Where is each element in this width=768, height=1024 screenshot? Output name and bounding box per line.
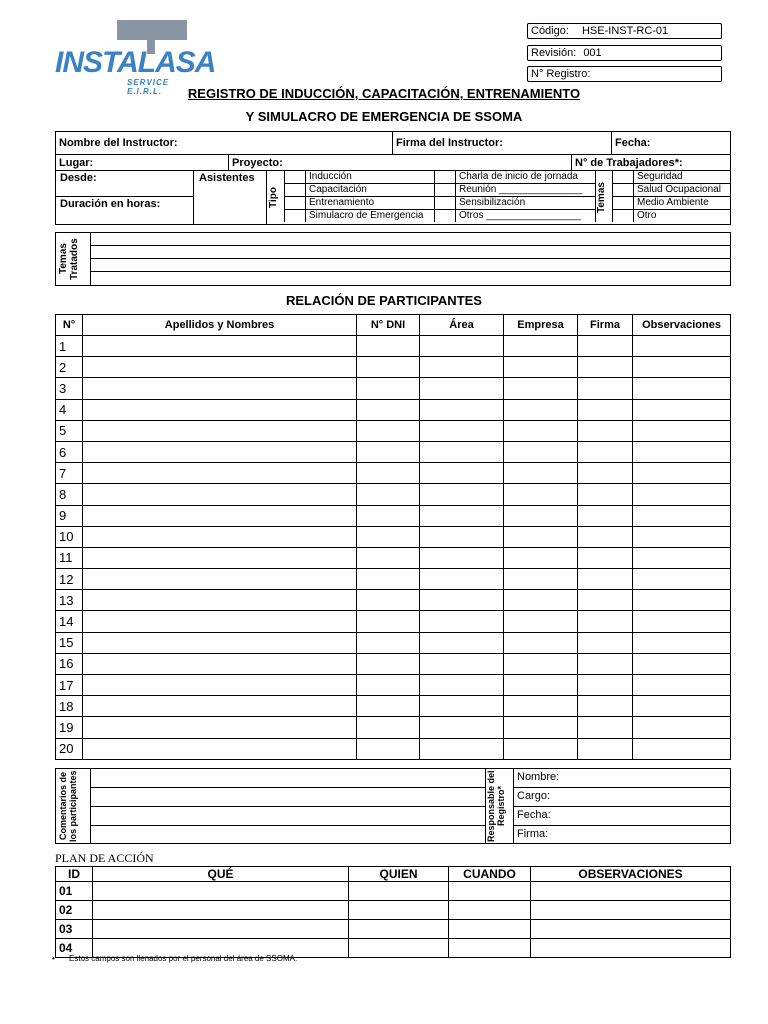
- table-cell: [504, 632, 578, 653]
- col-observaciones: Observaciones: [633, 315, 731, 336]
- firma-instructor-label: Firma del Instructor:: [393, 132, 612, 155]
- table-cell: [449, 939, 531, 958]
- table-cell: [531, 882, 731, 901]
- table-cell: [578, 632, 633, 653]
- table-cell: [83, 611, 357, 632]
- table-cell: [93, 920, 349, 939]
- table-cell: [349, 920, 449, 939]
- row-number: 8: [56, 484, 83, 505]
- table-row: [56, 484, 731, 505]
- resp-nombre: Nombre:: [517, 771, 560, 783]
- row-number: 19: [56, 717, 83, 738]
- revision-value: 001: [583, 47, 602, 59]
- table-cell: [633, 336, 731, 357]
- table-row: [56, 569, 731, 590]
- revision-box: [527, 45, 722, 61]
- row-number: 3: [56, 378, 83, 399]
- table-cell: [578, 420, 633, 441]
- table-cell: [357, 653, 420, 674]
- table-row: [56, 526, 731, 547]
- line: [513, 787, 730, 788]
- tipo-capacitacion: Capacitación: [306, 184, 435, 197]
- table-row: [56, 632, 731, 653]
- row-number: 14: [56, 611, 83, 632]
- table-cell: [83, 696, 357, 717]
- table-cell: [357, 336, 420, 357]
- tipo-reunion: Reunión _______________: [456, 184, 596, 197]
- table-cell: [420, 653, 504, 674]
- registro-box: [527, 66, 722, 82]
- table-cell: [83, 526, 357, 547]
- table-cell: [633, 569, 731, 590]
- table-cell: [578, 653, 633, 674]
- row-number: 2: [56, 357, 83, 378]
- table-cell: [357, 484, 420, 505]
- logo-brand: INSTALASA: [55, 46, 216, 79]
- resp-fecha: Fecha:: [517, 809, 551, 821]
- table-cell: [633, 399, 731, 420]
- table-cell: [633, 590, 731, 611]
- table-row: [56, 378, 731, 399]
- plan-id: 03: [56, 920, 93, 939]
- table-cell: [357, 547, 420, 568]
- table-cell: [420, 526, 504, 547]
- table-row: [56, 738, 731, 759]
- line: [513, 825, 730, 826]
- codigo-label: Código:: [531, 25, 569, 37]
- line: [90, 271, 730, 272]
- table-cell: [633, 505, 731, 526]
- plan-col-que: QUÉ: [93, 867, 349, 882]
- temas-label: Temas: [596, 182, 607, 213]
- plan-header: [56, 867, 731, 882]
- table-cell: [633, 357, 731, 378]
- table-cell: [504, 420, 578, 441]
- codigo-box: [527, 23, 722, 39]
- table-cell: [83, 738, 357, 759]
- session-block: [55, 171, 731, 225]
- table-cell: [83, 590, 357, 611]
- resp-firma: Firma:: [517, 828, 549, 840]
- table-cell: [578, 547, 633, 568]
- table-cell: [420, 717, 504, 738]
- table-cell: [349, 901, 449, 920]
- table-cell: [83, 675, 357, 696]
- instructor-label: Nombre del Instructor:: [56, 132, 393, 155]
- table-cell: [420, 357, 504, 378]
- table-row: [56, 463, 731, 484]
- table-cell: [578, 463, 633, 484]
- logo-subtitle: SERVICE E.I.R.L.: [127, 78, 170, 96]
- table-cell: [633, 547, 731, 568]
- col-dni: N° DNI: [357, 315, 420, 336]
- codigo-value: HSE-INST-RC-01: [581, 25, 669, 37]
- table-cell: [357, 611, 420, 632]
- table-row: [56, 717, 731, 738]
- tipo-sensibilizacion: Sensibilización: [456, 197, 596, 210]
- table-cell: [93, 882, 349, 901]
- resp-cargo: Cargo:: [517, 790, 551, 802]
- tipo-entrenamiento: Entrenamiento: [306, 197, 435, 210]
- table-cell: [83, 717, 357, 738]
- table-cell: [633, 378, 731, 399]
- table-cell: [83, 632, 357, 653]
- table-cell: [578, 441, 633, 462]
- table-cell: [504, 590, 578, 611]
- temas-salud: Salud Ocupacional: [634, 184, 732, 197]
- row-number: 12: [56, 569, 83, 590]
- table-cell: [420, 611, 504, 632]
- row-number: 10: [56, 526, 83, 547]
- table-row: [56, 547, 731, 568]
- table-cell: [83, 463, 357, 484]
- table-cell: [531, 920, 731, 939]
- divider: [90, 233, 91, 285]
- table-cell: [420, 420, 504, 441]
- plan-col-observaciones: OBSERVACIONES: [531, 867, 731, 882]
- table-row: [56, 696, 731, 717]
- row-number: 20: [56, 738, 83, 759]
- temas-ambiente: Medio Ambiente: [634, 197, 732, 210]
- table-row: [56, 611, 731, 632]
- table-cell: [449, 882, 531, 901]
- row-number: 15: [56, 632, 83, 653]
- col-nombres: Apellidos y Nombres: [83, 315, 357, 336]
- divider: [193, 171, 194, 224]
- line: [90, 806, 485, 807]
- table-cell: [633, 484, 731, 505]
- table-cell: [357, 357, 420, 378]
- col-empresa: Empresa: [504, 315, 578, 336]
- table-cell: [357, 420, 420, 441]
- participants-header: [56, 315, 731, 336]
- lugar-table: [55, 154, 731, 171]
- table-cell: [633, 611, 731, 632]
- table-row: [56, 590, 731, 611]
- line: [90, 825, 485, 826]
- table-cell: [83, 547, 357, 568]
- table-cell: [504, 696, 578, 717]
- table-cell: [578, 611, 633, 632]
- title-line1: REGISTRO DE INDUCCIÓN, CAPACITACIÓN, ENTRENAMIENTO: [187, 86, 581, 101]
- table-cell: [357, 569, 420, 590]
- plan-id: 02: [56, 901, 93, 920]
- table-cell: [504, 399, 578, 420]
- row-number: 7: [56, 463, 83, 484]
- desde-label: Desde:: [60, 172, 97, 184]
- footnote-text: Estos campos son llenados por el personal del área de SSOMA.: [69, 954, 298, 963]
- table-cell: [578, 526, 633, 547]
- table-cell: [420, 738, 504, 759]
- table-cell: [357, 463, 420, 484]
- row-number: 11: [56, 547, 83, 568]
- table-row: [56, 420, 731, 441]
- line: [90, 787, 485, 788]
- row-number: 9: [56, 505, 83, 526]
- table-cell: [633, 696, 731, 717]
- revision-label: Revisión:: [531, 47, 577, 59]
- responsable-label: Responsable del Registro*: [486, 770, 506, 842]
- table-cell: [504, 441, 578, 462]
- table-cell: [504, 675, 578, 696]
- temas-tratados-label: Temas Tratados: [58, 238, 80, 280]
- table-cell: [420, 696, 504, 717]
- table-cell: [93, 901, 349, 920]
- asistentes-label: Asistentes: [199, 172, 255, 184]
- row-number: 18: [56, 696, 83, 717]
- table-row: [56, 920, 731, 939]
- table-row: [56, 505, 731, 526]
- plan-col-quien: QUIEN: [349, 867, 449, 882]
- table-cell: [633, 441, 731, 462]
- line: [513, 806, 730, 807]
- plan-table: [55, 866, 731, 958]
- plan-col-id: ID: [56, 867, 93, 882]
- temas-seguridad: Seguridad: [634, 171, 732, 184]
- table-cell: [83, 569, 357, 590]
- registro-label: N° Registro:: [531, 68, 591, 80]
- divider: [56, 196, 193, 197]
- line: [90, 258, 730, 259]
- table-cell: [504, 569, 578, 590]
- table-cell: [357, 675, 420, 696]
- table-cell: [531, 901, 731, 920]
- plan-id: 04: [56, 939, 93, 958]
- footnote: [52, 954, 297, 963]
- comments-block: [55, 768, 731, 844]
- table-cell: [504, 717, 578, 738]
- table-cell: [420, 336, 504, 357]
- table-cell: [633, 632, 731, 653]
- table-row: [56, 675, 731, 696]
- table-cell: [578, 696, 633, 717]
- table-cell: [83, 653, 357, 674]
- table-cell: [357, 526, 420, 547]
- table-cell: [504, 357, 578, 378]
- table-cell: [578, 717, 633, 738]
- table-cell: [504, 505, 578, 526]
- table-cell: [531, 939, 731, 958]
- table-cell: [420, 547, 504, 568]
- table-row: [56, 882, 731, 901]
- table-cell: [83, 441, 357, 462]
- comments-label: Comentarios de los participantes: [58, 770, 78, 842]
- table-cell: [357, 378, 420, 399]
- table-cell: [420, 441, 504, 462]
- row-number: 13: [56, 590, 83, 611]
- table-cell: [357, 738, 420, 759]
- table-cell: [420, 590, 504, 611]
- table-cell: [578, 738, 633, 759]
- table-cell: [633, 463, 731, 484]
- table-cell: [420, 505, 504, 526]
- table-cell: [504, 378, 578, 399]
- table-cell: [504, 547, 578, 568]
- divider: [266, 171, 267, 224]
- info-table: [55, 131, 731, 155]
- table-row: [56, 399, 731, 420]
- bullet-icon: •: [52, 954, 55, 963]
- tipo-simulacro: Simulacro de Emergencia: [306, 210, 435, 223]
- table-cell: [420, 675, 504, 696]
- table-row: [56, 441, 731, 462]
- table-cell: [420, 569, 504, 590]
- table-cell: [633, 420, 731, 441]
- table-cell: [357, 632, 420, 653]
- table-cell: [357, 441, 420, 462]
- table-cell: [633, 653, 731, 674]
- fecha-label: Fecha:: [612, 132, 731, 155]
- table-cell: [420, 484, 504, 505]
- table-cell: [420, 463, 504, 484]
- duracion-label: Duración en horas:: [60, 198, 161, 210]
- temas-table: [612, 171, 731, 222]
- table-cell: [504, 738, 578, 759]
- table-cell: [420, 399, 504, 420]
- tipo-charla: Charla de inicio de jornada: [456, 171, 596, 184]
- table-cell: [578, 590, 633, 611]
- table-cell: [504, 484, 578, 505]
- tipo-label: Tipo: [268, 187, 279, 208]
- title-line2: Y SIMULACRO DE EMERGENCIA DE SSOMA: [245, 109, 523, 124]
- table-cell: [504, 526, 578, 547]
- participants-table: [55, 314, 731, 760]
- table-cell: [357, 590, 420, 611]
- tipo-induccion: Inducción: [306, 171, 435, 184]
- table-row: [56, 357, 731, 378]
- table-cell: [578, 336, 633, 357]
- trabajadores-label: N° de Trabajadores*:: [572, 155, 731, 171]
- table-cell: [349, 939, 449, 958]
- table-cell: [578, 505, 633, 526]
- table-cell: [83, 357, 357, 378]
- row-number: 17: [56, 675, 83, 696]
- line: [90, 245, 730, 246]
- tipo-otros: Otros _________________: [456, 210, 596, 223]
- table-cell: [357, 696, 420, 717]
- participants-title: RELACIÓN DE PARTICIPANTES: [286, 293, 482, 308]
- table-cell: [83, 420, 357, 441]
- plan-title: PLAN DE ACCIÓN: [55, 851, 154, 865]
- table-cell: [504, 336, 578, 357]
- col-num: N°: [56, 315, 83, 336]
- table-cell: [449, 920, 531, 939]
- lugar-label: Lugar:: [56, 155, 229, 171]
- plan-col-cuando: CUANDO: [449, 867, 531, 882]
- table-cell: [633, 526, 731, 547]
- row-number: 5: [56, 420, 83, 441]
- table-row: [56, 653, 731, 674]
- table-cell: [633, 675, 731, 696]
- table-cell: [83, 336, 357, 357]
- table-cell: [504, 653, 578, 674]
- temas-otro: Otro: [634, 210, 732, 223]
- table-cell: [420, 632, 504, 653]
- table-cell: [449, 901, 531, 920]
- row-number: 16: [56, 653, 83, 674]
- table-cell: [349, 882, 449, 901]
- table-row: [56, 336, 731, 357]
- table-cell: [633, 717, 731, 738]
- row-number: 6: [56, 441, 83, 462]
- table-cell: [578, 378, 633, 399]
- table-cell: [83, 399, 357, 420]
- table-cell: [357, 399, 420, 420]
- company-logo: [55, 18, 216, 96]
- table-cell: [578, 399, 633, 420]
- tipo-table: [284, 171, 596, 222]
- table-cell: [420, 378, 504, 399]
- table-cell: [83, 484, 357, 505]
- proyecto-label: Proyecto:: [229, 155, 572, 171]
- table-cell: [578, 569, 633, 590]
- col-area: Área: [420, 315, 504, 336]
- plan-id: 01: [56, 882, 93, 901]
- row-number: 4: [56, 399, 83, 420]
- table-cell: [357, 717, 420, 738]
- table-cell: [504, 463, 578, 484]
- table-cell: [578, 675, 633, 696]
- temas-tratados-block: [55, 232, 731, 286]
- table-row: [56, 901, 731, 920]
- table-cell: [578, 484, 633, 505]
- table-cell: [633, 738, 731, 759]
- col-firma: Firma: [578, 315, 633, 336]
- table-cell: [578, 357, 633, 378]
- row-number: 1: [56, 336, 83, 357]
- table-cell: [83, 505, 357, 526]
- table-cell: [357, 505, 420, 526]
- table-cell: [83, 378, 357, 399]
- table-cell: [504, 611, 578, 632]
